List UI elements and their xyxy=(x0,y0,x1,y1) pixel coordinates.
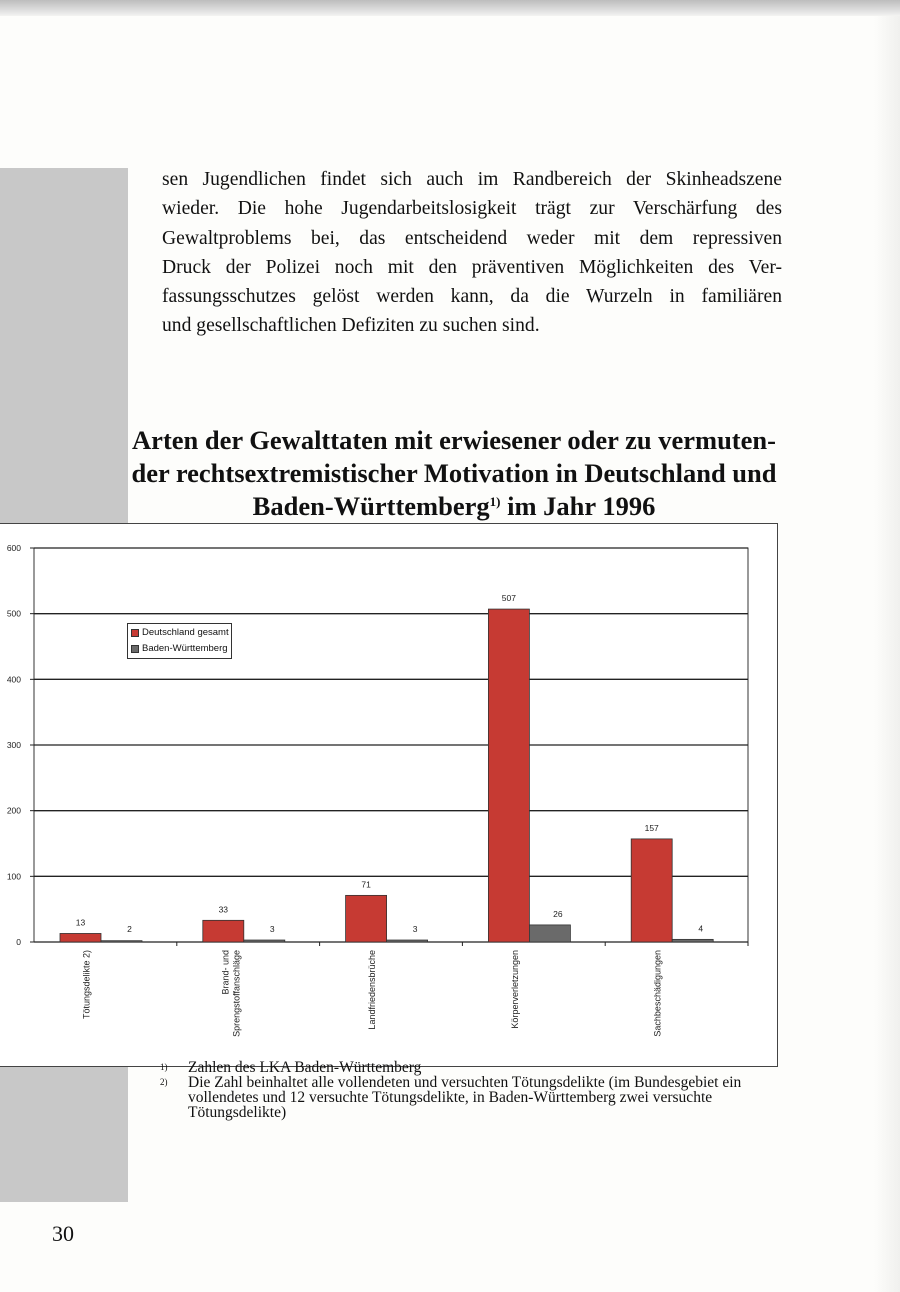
body-line: Druck der Polizei noch mit den präventiven Möglichkeiten des Ver- xyxy=(162,256,782,278)
data-label: 507 xyxy=(501,593,516,604)
y-tick-label: 600 xyxy=(6,543,21,553)
page-number: 30 xyxy=(52,1221,74,1246)
bar-baden-wuerttemberg xyxy=(672,939,713,942)
body-line: und gesellschaftlichen Defiziten zu suchen sind. xyxy=(162,315,540,337)
data-label: 4 xyxy=(698,923,704,934)
footnotes xyxy=(160,1060,790,1120)
footnote-text: Die Zahl beinhaltet alle vollendeten und versuchten Tötungsdelikte (im Bundesgebiet ein vollendetes und 12 versuchte Tötungsdelikte, in Baden-Württemberg zwei versuchte Tötungsdelikte) xyxy=(188,1074,742,1121)
data-label: 26 xyxy=(553,908,563,919)
data-label: 2 xyxy=(127,924,132,934)
legend-item xyxy=(131,625,229,641)
top-edge-shadow xyxy=(0,0,900,16)
body-line: fassungsschutzes gelöst werden kann, da die Wurzeln in familiären xyxy=(162,286,782,308)
category-label: Landfriedensbrüche xyxy=(367,950,377,1030)
category-label: Brand- und xyxy=(220,950,231,995)
data-label: 3 xyxy=(269,924,275,934)
chart-title xyxy=(128,424,780,523)
chart-title-line xyxy=(128,490,780,523)
footnote-mark: 1) xyxy=(160,1062,168,1072)
y-tick-label: 0 xyxy=(16,937,21,947)
bar-deutschland xyxy=(631,839,672,942)
category-label: Tötungsdelikte 2) xyxy=(81,950,92,1020)
legend-swatch xyxy=(131,629,139,637)
bar-deutschland xyxy=(60,933,101,942)
bar-chart xyxy=(0,523,780,1068)
footnote-mark: 2) xyxy=(160,1077,168,1087)
category-label: Sprengstoffanschläge xyxy=(231,950,242,1037)
footnote xyxy=(160,1060,790,1075)
chart-title-text: Baden-Württemberg xyxy=(252,491,490,521)
bar-deutschland xyxy=(488,609,529,942)
legend-label: Deutschland gesamt xyxy=(142,627,229,638)
legend-item xyxy=(131,641,229,657)
chart-title-line: der rechtsextremistischer Motivation in Deutschland und xyxy=(131,458,777,488)
y-tick-label: 200 xyxy=(6,805,21,816)
y-tick-label: 400 xyxy=(6,674,21,685)
y-tick-label: 300 xyxy=(6,740,21,750)
data-label: 71 xyxy=(361,879,371,890)
bar-deutschland xyxy=(203,920,244,942)
body-paragraph xyxy=(162,165,782,341)
bar-baden-wuerttemberg xyxy=(387,940,428,942)
body-line: sen Jugendlichen findet sich auch im Randbereich der Skinheadszene xyxy=(162,169,782,190)
right-edge-shadow xyxy=(874,16,900,1292)
footnote-ref: 1) xyxy=(489,494,501,509)
data-label: 13 xyxy=(75,917,86,928)
chart-legend xyxy=(127,623,232,659)
footnote-text: Zahlen des LKA Baden-Württemberg xyxy=(188,1059,422,1076)
data-label: 33 xyxy=(218,904,229,915)
y-tick-label: 500 xyxy=(6,608,21,619)
legend-label: Baden-Württemberg xyxy=(142,643,228,654)
body-line: wieder. Die hohe Jugendarbeitslosigkeit trägt zur Verschärfung des xyxy=(162,198,782,220)
data-label: 3 xyxy=(412,924,418,934)
bar-baden-wuerttemberg xyxy=(101,941,142,942)
chart-title-line: Arten der Gewalttaten mit erwiesener oder zu vermuten- xyxy=(132,425,776,455)
category-label: Sachbeschädigungen xyxy=(652,950,663,1037)
bar-baden-wuerttemberg xyxy=(529,925,570,942)
y-tick-label: 100 xyxy=(6,871,21,882)
chart-title-text: im Jahr 1996 xyxy=(500,491,656,521)
bar-deutschland xyxy=(346,895,387,942)
legend-swatch xyxy=(131,645,139,653)
category-label: Körperverletzungen xyxy=(509,950,520,1029)
footnote xyxy=(160,1075,790,1120)
data-label: 157 xyxy=(644,822,659,833)
bar-baden-wuerttemberg xyxy=(244,940,285,942)
body-line: Gewaltproblems bei, das entscheidend weder mit dem repressiven xyxy=(162,227,782,249)
